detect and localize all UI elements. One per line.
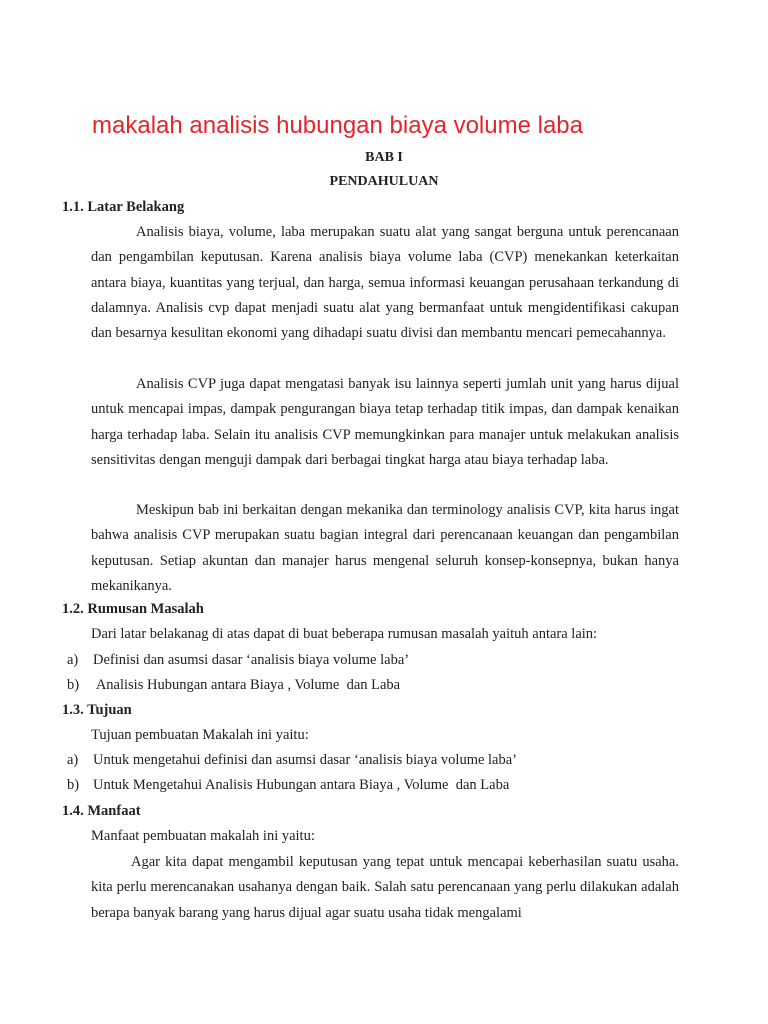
paragraph: Agar kita dapat mengambil keputusan yang tepat untuk mencapai keberhasilan suatu usaha. kita perlu merencanakan usahanya dengan baik. Salah satu perencanaan yang perlu dilakukan adalah berapa banyak barang yang harus dijual agar suatu usaha tidak mengalami [91, 854, 679, 921]
section-intro: Dari latar belakanag di atas dapat di buat beberapa rumusan masalah yaituh antara lain: [91, 626, 598, 642]
section-heading-rumusan-masalah: 1.2. Rumusan Masalah [62, 601, 204, 617]
chapter-number: BAB I [365, 150, 403, 165]
list-marker: b) [67, 677, 80, 693]
list-item-text: Analisis Hubungan antara Biaya , Volume dan Laba [93, 677, 401, 693]
list-item-text: Definisi dan asumsi dasar ‘analisis biaya volume laba’ [93, 652, 410, 668]
list-item [67, 752, 517, 769]
list-item-text: Untuk Mengetahui Analisis Hubungan antara Biaya , Volume dan Laba [93, 777, 510, 793]
document-title: makalah analisis hubungan biaya volume laba [92, 112, 583, 139]
section-heading-manfaat: 1.4. Manfaat [62, 803, 141, 819]
list-item [67, 777, 509, 794]
list-item [67, 677, 400, 694]
paragraph: Analisis CVP juga dapat mengatasi banyak isu lainnya seperti jumlah unit yang harus dijual untuk mencapai impas, dampak pengurangan biaya tetap terhadap titik impas, dan dampak kenaikan harga terhadap laba. Selain itu analisis CVP memungkinkan para manajer untuk melakukan analisis sensitivitas dengan menguji dampak dari berbagai tingkat harga atau biaya terhadap laba. [91, 376, 679, 468]
list-marker: a) [67, 752, 79, 768]
section-intro: Manfaat pembuatan makalah ini yaitu: [91, 828, 315, 844]
list-item-text: Untuk mengetahui definisi dan asumsi dasar ‘analisis biaya volume laba’ [93, 752, 518, 768]
list-marker: a) [67, 652, 79, 668]
chapter-title: PENDAHULUAN [329, 174, 439, 189]
section-intro: Tujuan pembuatan Makalah ini yaitu: [91, 727, 309, 743]
list-item [67, 652, 409, 669]
paragraph: Analisis biaya, volume, laba merupakan suatu alat yang sangat berguna untuk perencanaan dan pengambilan keputusan. Karena analisis biaya volume laba (CVP) menekankan keterkaitan antara biaya, kuantitas yang terjual, dan harga, semua informasi keuangan perusahaan terkandung di dalamnya. Analisis cvp dapat menjadi suatu alat yang bermanfaat untuk mengidentifikasi cakupan dan besarnya kesulitan ekonomi yang dihadapi suatu divisi dan membantu mencari pemecahannya. [91, 224, 679, 342]
paragraph: Meskipun bab ini berkaitan dengan mekanika dan terminology analisis CVP, kita harus ingat bahwa analisis CVP merupakan suatu bagian integral dari perencanaan keuangan dan pengambilan keputusan. Setiap akuntan dan manajer harus mengenal seluruh konsep-konsepnya, bukan hanya mekanikanya. [91, 502, 679, 594]
section-heading-tujuan: 1.3. Tujuan [62, 702, 132, 718]
list-marker: b) [67, 777, 80, 793]
section-heading-latar-belakang: 1.1. Latar Belakang [62, 199, 185, 215]
